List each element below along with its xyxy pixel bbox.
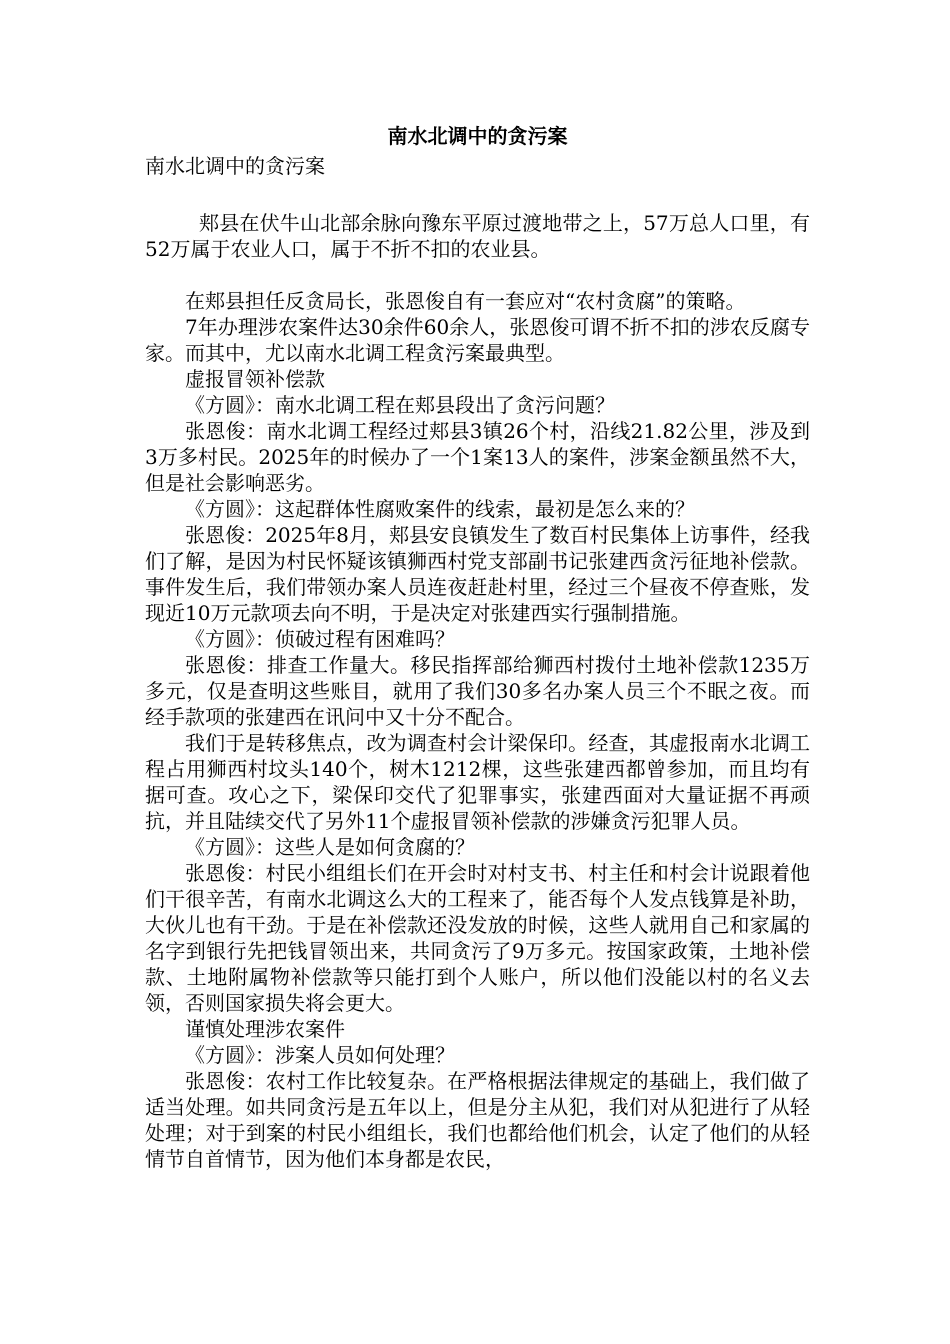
paragraph: 7年办理涉农案件达30余件60余人，张恩俊可谓不折不扣的涉农反腐专家。而其中，尤以南水北调工程贪污案最典型。 bbox=[145, 315, 810, 365]
section-heading: 虚报冒领补偿款 bbox=[185, 367, 325, 391]
document-subtitle: 南水北调中的贪污案 bbox=[145, 154, 325, 178]
answer: 张恩俊：排查工作量大。移民指挥部给狮西村拨付土地补偿款1235万多元，仅是查明这些账目，就用了我们30多名办案人员三个不眠之夜。而经手款项的张建西在讯问中又十分不配合。 bbox=[145, 653, 810, 729]
answer: 张恩俊：村民小组组长们在开会时对村支书、村主任和村会计说跟着他们干很辛苦，有南水北调这么大的工程来了，能否每个人发点钱算是补助，大伙儿也有干劲。于是在补偿款还没发放的时候，这些人就用自己和家属的名字到银行先把钱冒领出来，共同贪污了9万多元。按国家政策，土地补偿款、土地附属物补偿款等只能打到个人账户，所以他们没能以村的名义去领，否则国家损失将会更大。 bbox=[145, 861, 810, 1015]
question: 《方圆》：这些人是如何贪腐的？ bbox=[185, 835, 475, 859]
question: 《方圆》：侦破过程有困难吗？ bbox=[185, 627, 455, 651]
answer-continued: 我们于是转移焦点，改为调查村会计梁保印。经查，其虚报南水北调工程占用狮西村坟头140个，树木1212棵，这些张建西都曾参加，而且均有据可查。攻心之下，梁保印交代了犯罪事实，张建西面对大量证据不再顽抗，并且陆续交代了另外11个虚报冒领补偿款的涉嫌贪污犯罪人员。 bbox=[145, 731, 810, 833]
question: 《方圆》：这起群体性腐败案件的线索，最初是怎么来的？ bbox=[185, 497, 695, 521]
document-page bbox=[145, 120, 810, 1172]
paragraph-gap bbox=[145, 262, 810, 288]
answer: 张恩俊：农村工作比较复杂。在严格根据法律规定的基础上，我们做了适当处理。如共同贪污是五年以上，但是分主从犯，我们对从犯进行了从轻处理；对于到案的村民小组组长，我们也都给他们机会，认定了他们的从轻情节自首情节，因为他们本身都是农民， bbox=[145, 1069, 810, 1171]
answer: 张恩俊：南水北调工程经过郏县3镇26个村，沿线21.82公里，涉及到3万多村民。2025年的时候办了一个1案13人的案件，涉案金额虽然不大，但是社会影响恶劣。 bbox=[145, 419, 810, 495]
intro-paragraph: 郏县在伏牛山北部余脉向豫东平原过渡地带之上，57万总人口里，有52万属于农业人口，属于不折不扣的农业县。 bbox=[145, 211, 810, 261]
paragraph: 在郏县担任反贪局长，张恩俊自有一套应对“农村贪腐”的策略。 bbox=[185, 289, 746, 313]
answer: 张恩俊：2025年8月，郏县安良镇发生了数百村民集体上访事件，经我们了解，是因为村民怀疑该镇狮西村党支部副书记张建西贪污征地补偿款。事件发生后，我们带领办案人员连夜赶赴村里，经过三个昼夜不停查账，发现近10万元款项去向不明，于是决定对张建西实行强制措施。 bbox=[145, 523, 810, 625]
question: 《方圆》：涉案人员如何处理？ bbox=[185, 1043, 455, 1067]
question: 《方圆》：南水北调工程在郏县段出了贪污问题？ bbox=[185, 393, 615, 417]
section-heading: 谨慎处理涉农案件 bbox=[185, 1017, 345, 1041]
document-title: 南水北调中的贪污案 bbox=[387, 124, 568, 148]
